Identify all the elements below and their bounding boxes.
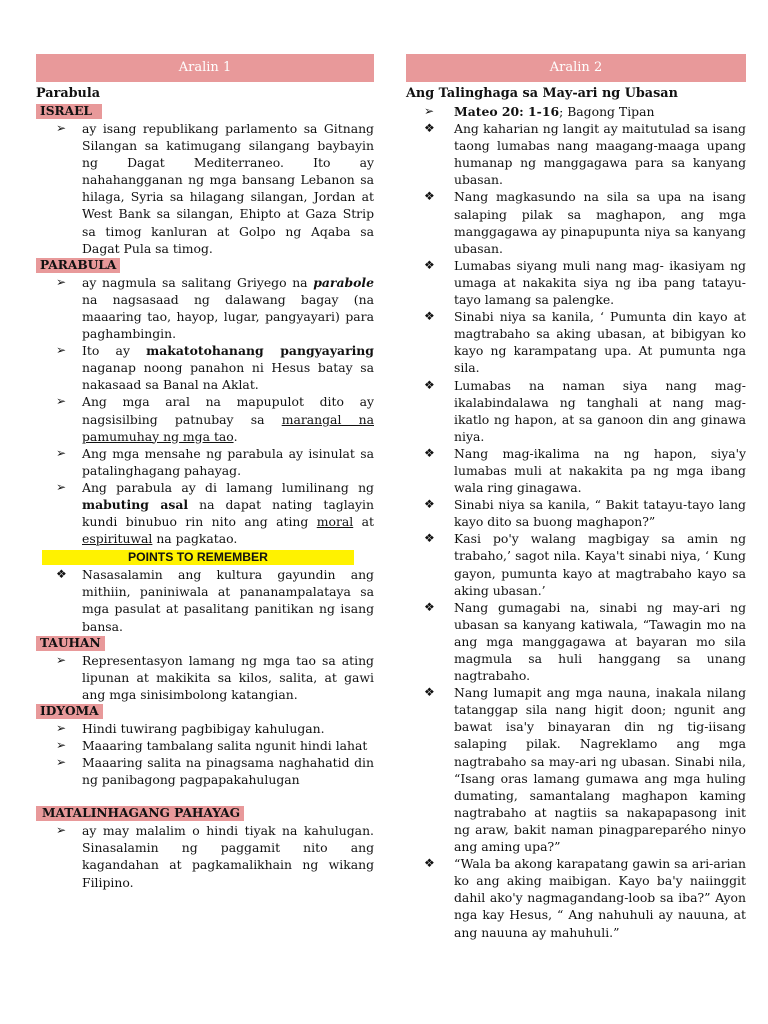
list-item: ➢ Ang mga aral na mapupulot dito ay nagsisilbing patnubay sa marangal na pamumuhay ng mga tao. [56,394,374,444]
arrow-bullet-icon: ➢ [56,652,67,667]
idyoma-label: IDYOMA [36,704,103,719]
diamond-bullet-icon: ❖ [424,309,435,324]
list-item: ➢ Ang parabula ay di lamang lumilinang ng mabuting asal na dapat nating taglayin kundi binubuo rin nito ang ating moral at espirituwal na pagkatao. [56,479,374,547]
list-item: ➢ Maaaring tambalang salita ngunit hindi lahat [56,738,368,753]
list-item: ❖ Nang magkasundo na sila sa upa na isang salaping pilak sa maghapon, ang mga manggagawa ay pinapupunta niya sa kanyang ubasan. [424,189,746,256]
diamond-bullet-icon: ❖ [424,599,435,614]
diamond-bullet-icon: ❖ [56,567,67,582]
parabula-label: PARABULA [36,258,120,273]
aralin-1-header: Aralin 1 [36,54,374,82]
arrow-bullet-icon: ➢ [424,104,435,118]
arrow-bullet-icon: ➢ [56,479,67,494]
arrow-bullet-icon: ➢ [56,445,67,460]
israel-list [36,120,374,257]
list-item: ➢ ay may malalim o hindi tiyak na kahulugan. Sinasalamin ng paggamit nito ang kagandahan at pagkamalikhain ng wikang Filipino. [56,823,374,890]
diamond-bullet-icon: ❖ [424,531,435,546]
talinghaga-title: Ang Talinghaga sa May-ari ng Ubasan [406,86,678,101]
diamond-bullet-icon: ❖ [424,377,435,392]
israel-label: ISRAEL [36,104,102,119]
list-item: ❖ Nasasalamin ang kultura gayundin ang mithiin, paniniwala at pananampalataya sa mga pasulat at pasalitang panitikan ng isang bansa. [56,567,374,634]
parable-list [406,120,746,941]
parabula-list [36,274,374,548]
points-to-remember-label: POINTS TO REMEMBER [42,550,354,565]
diamond-bullet-icon: ❖ [424,257,435,272]
list-item: ❖ Sinabi niya sa kanila, “ Bakit tatayu-tayo lang kayo dito sa buong maghapon?” [424,497,746,530]
diamond-bullet-icon: ❖ [424,189,435,204]
diamond-bullet-icon: ❖ [424,121,435,136]
arrow-bullet-icon: ➢ [56,343,67,358]
arrow-bullet-icon: ➢ [56,720,67,735]
list-item: ➢ ay isang republikang parlamento sa Gitnang Silangan sa katimugang silangang baybayin ng Dagat Mediterraneo. Ito ay nahahangganan ng mga bansang Lebanon sa hilaga, Syria sa hilagang silangan, Jordan at West Bank sa silangan, Ehipto at Gaza Strip sa timog kanluran at Golpo ng Aqaba sa Dagat Pula sa timog. [56,121,374,256]
bible-reference: ➢ Mateo 20: 1-16; Bagong Tipan [424,104,655,119]
arrow-bullet-icon: ➢ [56,738,67,752]
list-item: ➢ Hindi tuwirang pagbibigay kahulugan. [56,720,325,736]
points-list [36,566,374,634]
matalinhagang-pahayag-label: MATALINHAGANG PAHAYAG [36,806,244,821]
left-column [36,54,374,891]
arrow-bullet-icon: ➢ [56,755,67,770]
list-item: ❖ Sinabi niya sa kanila, ‘ Pumunta din kayo at magtrabaho sa aking ubasan, at bibigyan ko kayo ng karampatang upa. At pumunta nga sila. [424,309,746,376]
list-item: ❖ Nang gumagabi na, sinabi ng may-ari ng ubasan sa kanyang katiwala, “Tawagin mo na ang mga manggagawa at bayaran mo sila magmula sa huli hanggang sa unang nagtrabaho. [424,599,746,684]
matalinhagang-list [36,822,374,890]
list-item: ❖ Nang lumapit ang mga nauna, inakala nilang tatanggap sila nang higit doon; ngunit ang bawat isa'y binayaran din ng tig-iisang salaping pilak. Nagreklamo ang mga nagtrabaho sa may-ari ng ubasan. Sinabi nila, “Isang oras lamang gumawa ang mga huling dumating, samantalang maghapon kaming nagtrabaho at nagtiis sa nakapapasong init ng araw, bakit naman pinagpareparého ninyo ang aming upa?” [424,685,746,855]
list-item: ➢ Maaaring salita na pinagsama naghahatid din ng panibagong pagpapakahulugan [56,755,374,788]
list-item: ❖ Lumabas siyang muli nang mag- ikasiyam ng umaga at nakakita siya ng iba pang tatayu-tayo lamang sa palengke. [424,257,746,308]
list-item: ➢ Ito ay makatotohanang pangyayaring naganap noong panahon ni Hesus batay sa nakasaad sa Banal na Aklat. [56,343,374,393]
arrow-bullet-icon: ➢ [56,274,67,289]
diamond-bullet-icon: ❖ [424,445,435,460]
reference-list [406,103,746,120]
right-column [406,54,746,941]
idyoma-list [36,720,374,788]
arrow-bullet-icon: ➢ [56,394,67,409]
list-item: ❖ Kasi po'y walang magbigay sa amin ng trabaho,’ sagot nila. Kaya't sinabi niya, ‘ Kung gayon, pumunta kayo at magtrabaho kayo sa aking ubasan.’ [424,531,746,598]
parabula-title: Parabula [36,86,101,101]
list-item: ❖ Lumabas na naman siya nang mag-ikalabindalawa ng tanghali at nang mag-ikatlo ng hapon, at sa ganoon din ang ginawa niya. [424,377,746,444]
list-item: ❖ “Wala ba akong karapatang gawin sa ari-arian ko ang aking maibigan. Kayo ba'y naiinggit dahil ako'y nagmagandang-loob sa iba?” Ayon nga kay Hesus, “ Ang nahuhuli ay nauuna, at ang nauuna ay mahuhuli.” [424,856,746,940]
aralin-2-header: Aralin 2 [406,54,746,82]
list-item: ❖ Ang kaharian ng langit ay maitutulad sa isang taong lumabas nang maagang-maaga upang humanap ng manggagawa para sa kanyang ubasan. [424,121,746,188]
diamond-bullet-icon: ❖ [424,856,435,871]
list-item: ➢ Ang mga mensahe ng parabula ay isinulat sa patalinghagang pahayag. [56,445,374,478]
list-item: ➢ Representasyon lamang ng mga tao sa ating lipunan at makikita sa kilos, salita, at gawi ang mga sinisimbolong katangian. [56,652,374,702]
arrow-bullet-icon: ➢ [56,121,67,135]
arrow-bullet-icon: ➢ [56,823,67,838]
diamond-bullet-icon: ❖ [424,497,435,512]
list-item: ➢ ay nagmula sa salitang Griyego na parabole na nagsasaad ng dalawang bagay (na maaaring tao, hayop, lugar, pangyayari) para paghambingin. [56,274,374,342]
list-item: ❖ Nang mag-ikalima na ng hapon, siya'y lumabas muli at nakakita pa ng mga ibang wala ring ginagawa. [424,445,746,496]
diamond-bullet-icon: ❖ [424,685,435,700]
tauhan-list [36,652,374,703]
tauhan-label: TAUHAN [36,636,105,651]
